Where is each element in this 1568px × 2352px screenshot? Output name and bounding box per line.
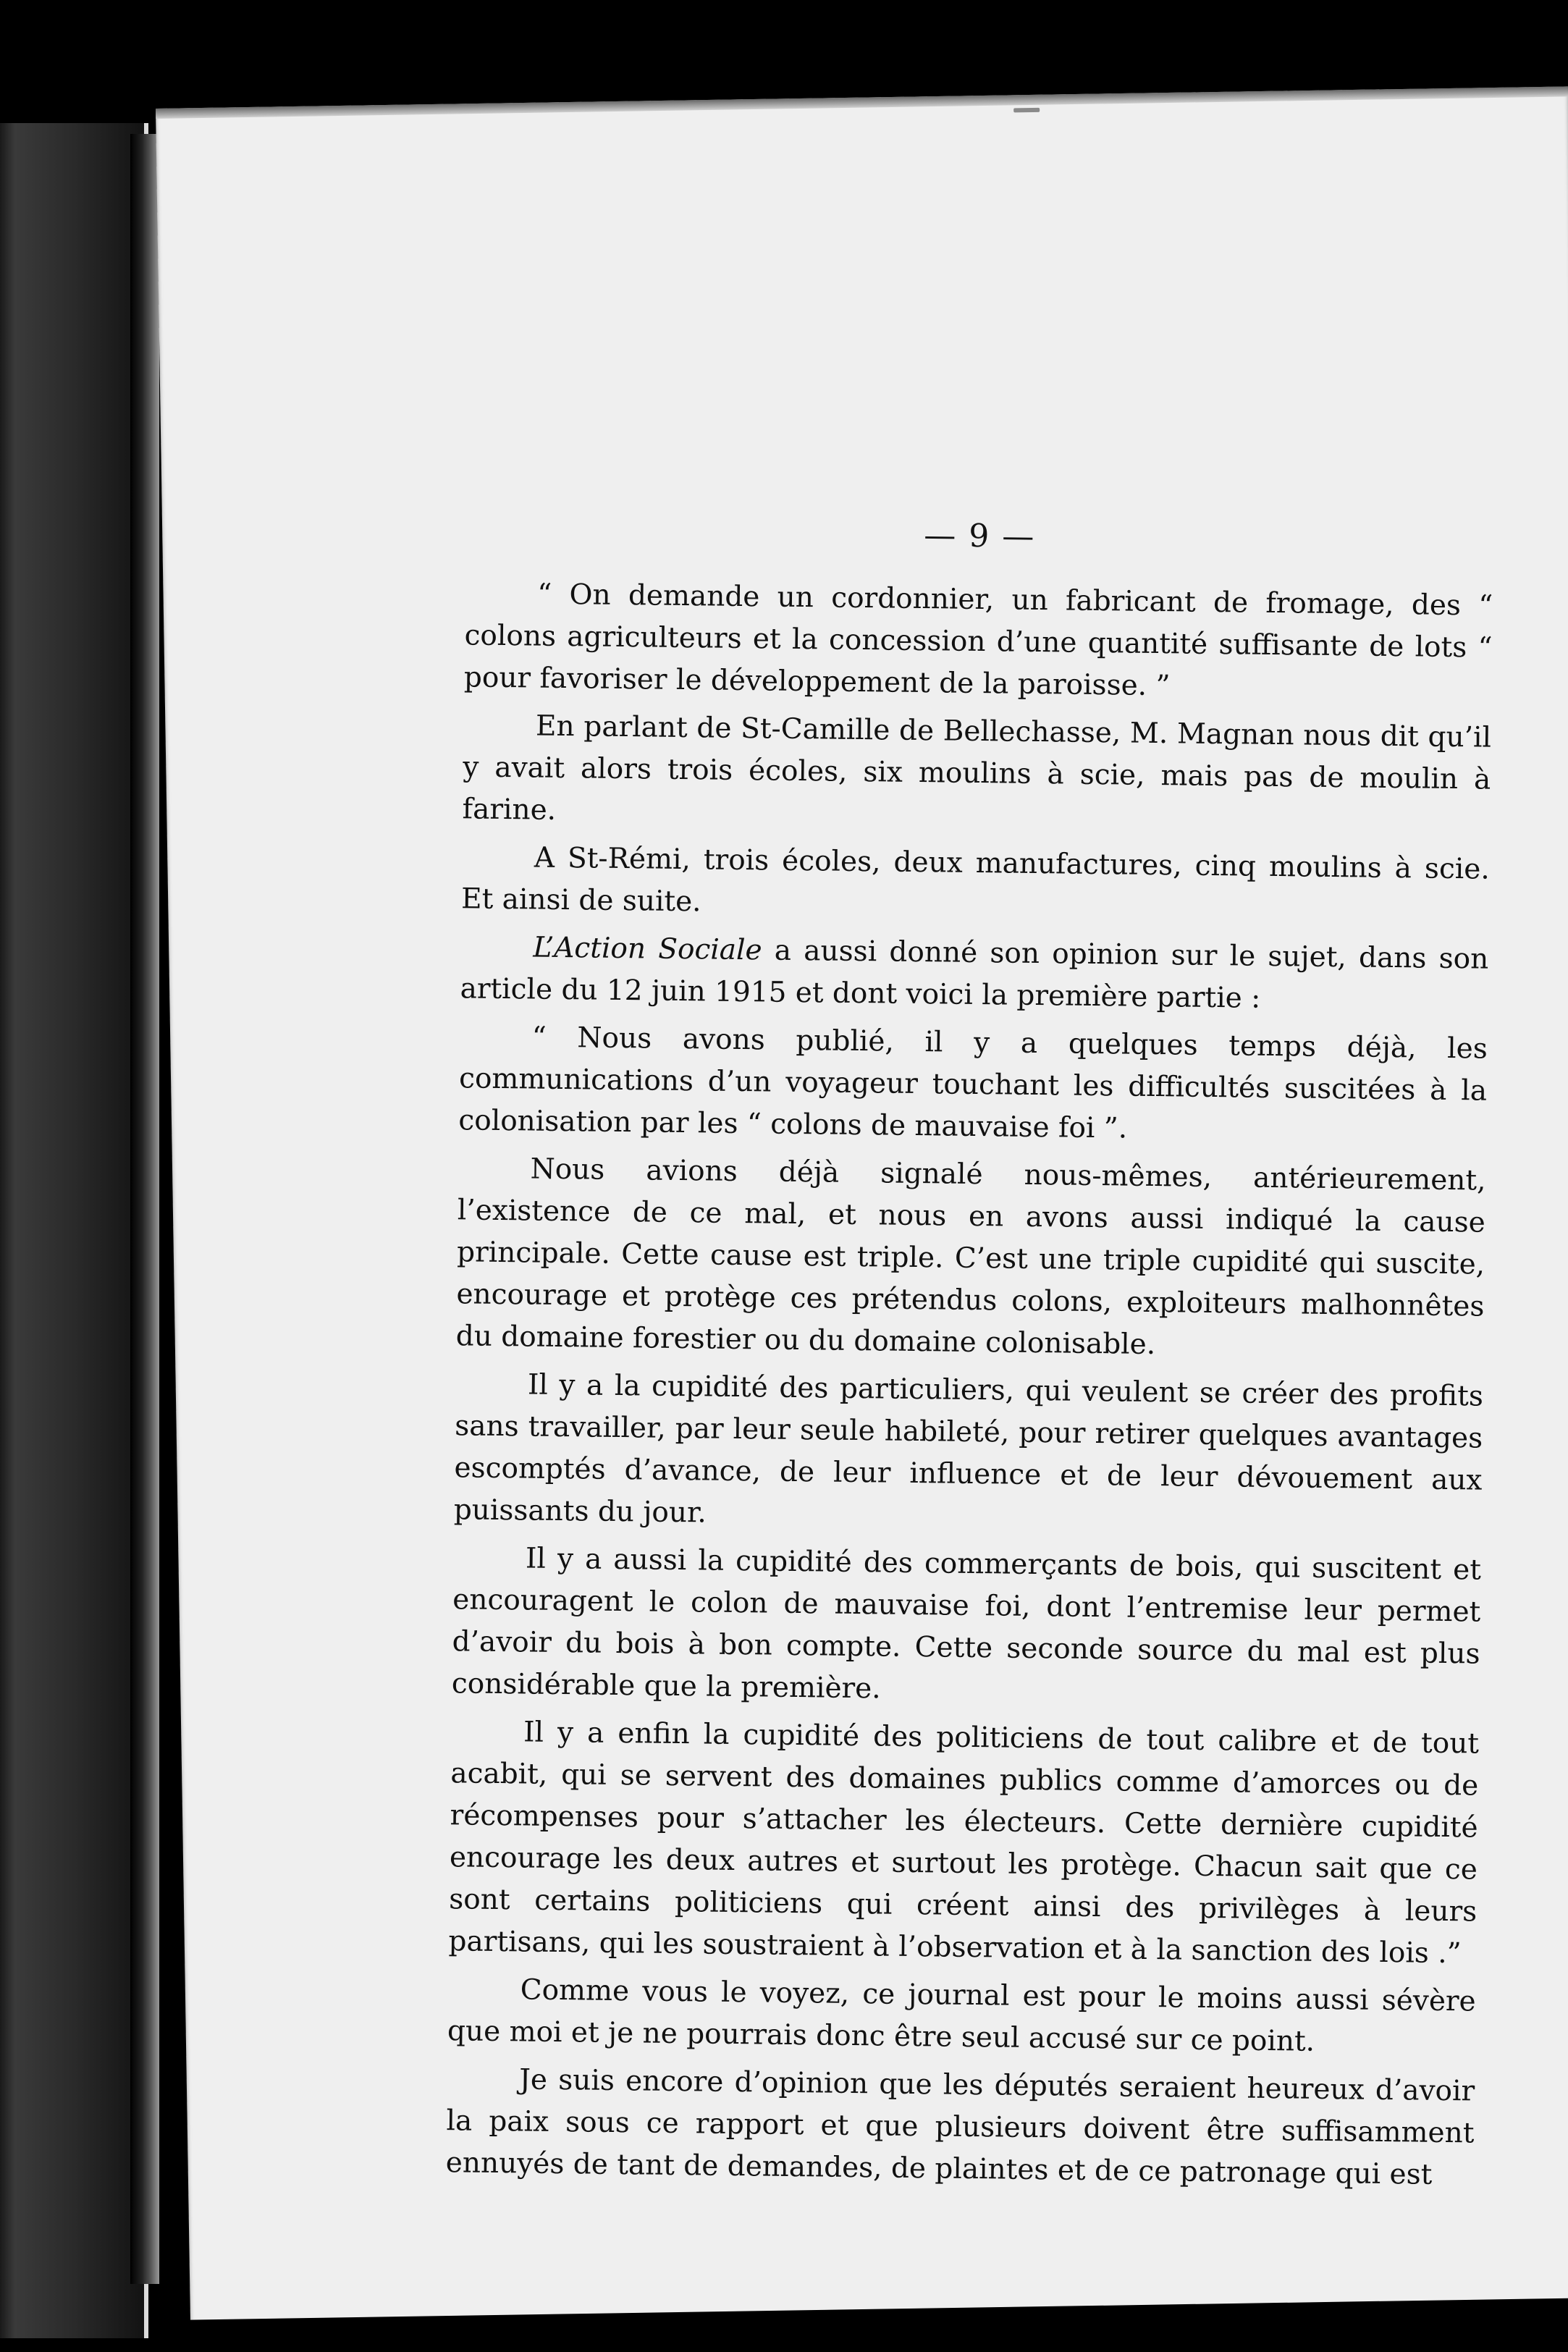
paragraph-st-camille: En parlant de St-Camille de Bellechasse, M. Magnan nous dit qu’il y avait alors trois écoles, six moulins à scie, mais pas de moulin à farine. [462,709,1492,827]
book-binding [130,134,159,2284]
page-text [445,509,1493,2202]
paragraph-quote-published: “ Nous avons publié, il y a quelques temps déjà, les communications d’un voyageur touchant les difficultés suscitées à la colonisation par les “ colons de mauvaise foi ”. [458,1021,1488,1145]
paragraph-action-sociale: L’Action Sociale a aussi donné son opinion sur le sujet, dans son article du 12 juin 1915 et dont voici la première partie : [460,931,1489,1015]
paragraph-deputies: Je suis encore d’opinion que les députés seraient heureux d’avoir la paix sous ce rapport et que plusieurs doivent être suffisamment ennuyés de tant de demandes, de plaintes et de ce patronage qui est [445,2063,1475,2191]
paragraph-politicians: Il y a enfin la cupidité des politiciens de tout calibre et de tout acabit, qui se servent des domaines publics comme d’amorces ou de récompenses pour s’attacher les électeurs. Cette dernière cupidité encourage les deux autres et surtout les protège. Chacun sait que ce sont certains politiciens qui créent ainsi des privilèges à leurs partisans, qui les soustraient à l’observation et à la sanction des lois .” [448,1716,1480,1970]
paragraph-quote-request: “ On demande un cordonnier, un fabricant de fromage, des “ colons agriculteurs et la concession d’une quantité suffisante de lots “ pour favoriser le développement de la paroisse. ” [463,578,1493,703]
document-page [156,86,1568,2319]
paragraph-newspaper-severe: Comme vous le voyez, ce journal est pour le moins aussi sévère que moi et je ne pourrais donc être seul accusé sur ce point. [447,1973,1476,2058]
paragraph-triple-cause: Nous avions déjà signalé nous-mêmes, antérieurement, l’existence de ce mal, et nous en avons aussi indiqué la cause principale. Cette cause est triple. C’est une triple cupidité qui suscite, encourage et protège ces prétendus colons, exploiteurs malhonnêtes du domaine forestier ou du domaine colonisable. [455,1152,1486,1362]
scan-mark [1013,108,1040,113]
paragraph-merchants: Il y a aussi la cupidité des commerçants de bois, qui suscitent et encouragent le colon de mauvaise foi, dont l’entremise leur permet d’avoir du bois à bon compte. Cette seconde source du mal est plus considérable que la première. [451,1542,1482,1706]
paragraph-st-remi: A St-Rémi, trois écoles, deux manufactures, cinq moulins à scie. Et ainsi de suite. [460,841,1491,919]
facing-page-edge [0,123,148,2338]
newspaper-title: L’Action Sociale [533,931,762,967]
paragraph-individuals: Il y a la cupidité des particuliers, qui veulent se créer des profits sans travailler, par leur seule habileté, pour retirer quelques avantages escomptés d’avance, de leur influence et de leur dévouement aux puissants du jour. [453,1368,1484,1530]
page-number: — 9 — [924,517,1036,555]
